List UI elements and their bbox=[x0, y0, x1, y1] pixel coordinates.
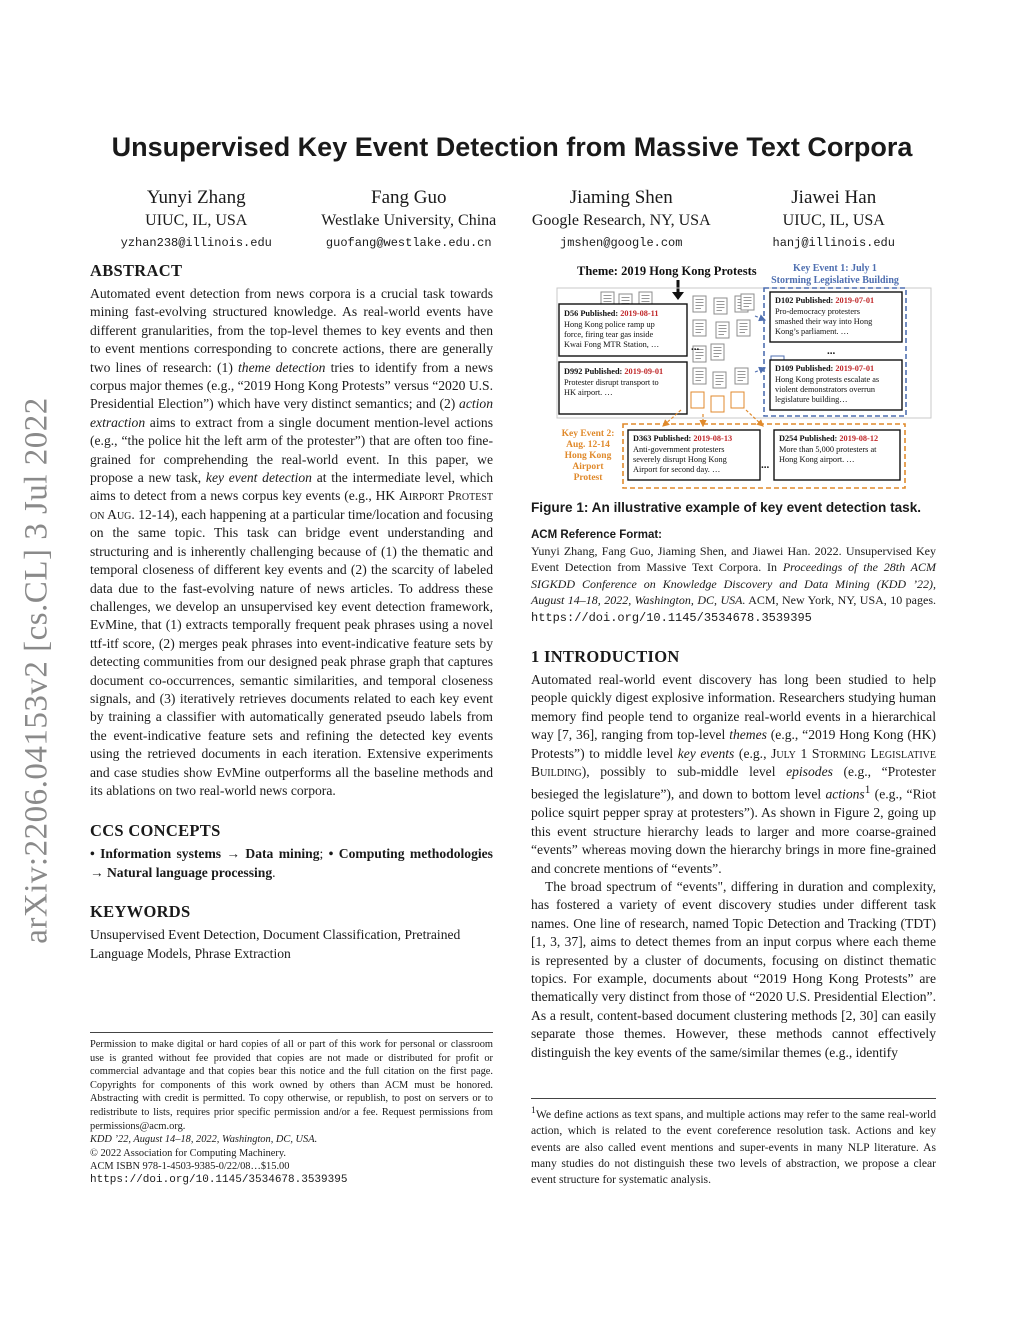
author-email: hanj@illinois.edu bbox=[772, 236, 895, 250]
doc-line: legislature building… bbox=[775, 395, 848, 404]
ccs-heading: CCS CONCEPTS bbox=[90, 821, 221, 841]
doc-line: Anti-government protesters bbox=[633, 445, 725, 454]
intro-part: (e.g., bbox=[734, 745, 772, 761]
figure-1-caption: Figure 1: An illustrative example of key event detection task. bbox=[531, 500, 922, 515]
theme-arrowhead bbox=[672, 292, 684, 300]
doc-line: Kong’s parliament. … bbox=[775, 327, 849, 336]
intro-paragraph-2: The broad spectrum of “events", differing in duration and complexity, has fostered a variety of event discovery studies under different task names. One line of research, named Topic Detection and Tracking (TDT) [1, 3, 37], aims to detect themes from an input corpus where each theme is represented by a cluster of documents, focusing on distinct thematic topics. For example, documents about “2019 Hong Kong Protests” are thematically very distinct from those of “2020 U.S. Presidential Election”. As a result, content-based document clustering methods [2, 30] can easily separate those themes. However, these methods cannot effectively distinguish the key events of the same/similar themes (e.g., identify bbox=[531, 879, 936, 1060]
doc-icon bbox=[741, 294, 754, 310]
doc-card-header bbox=[779, 434, 878, 443]
footnote-marker[interactable]: 1 bbox=[864, 784, 871, 797]
intro-part: ), possibly to sub-middle level bbox=[581, 764, 787, 780]
author-name: Jiawei Han bbox=[791, 187, 877, 208]
doc-line: Hong Kong airport. … bbox=[779, 455, 855, 464]
permission-text: Permission to make digital or hard copies of all or part of this work for personal or classroom use is granted without fee provided that copies are not made or distributed for profit or commercial advantage and that copies bear this notice and the full citation on the first page. Copyrights for components of this work owned by others than ACM must be honored. Abstracting with credit is permitted. To copy otherwise, or republish, to post on servers or to redistribute to lists, requires prior specific permission and/or a fee. Request permissions from permissions@acm.org. bbox=[90, 1039, 493, 1132]
abstract-emphasis: theme detection bbox=[238, 359, 326, 375]
ccs-text bbox=[90, 845, 493, 882]
doc-line: violent demonstrators overrun bbox=[775, 385, 876, 394]
intro-paragraph-1 bbox=[531, 671, 936, 878]
doc-date: 2019-08-13 bbox=[693, 434, 733, 443]
doc-line: Pro-democracy protesters bbox=[775, 307, 861, 316]
keywords-heading: KEYWORDS bbox=[90, 902, 191, 922]
footnote-1 bbox=[531, 1098, 936, 1189]
doc-line: smashed their way into Hong bbox=[775, 317, 873, 326]
acm-ref-tail: ACM, New York, NY, USA, 10 pages. bbox=[745, 593, 937, 608]
abstract-text bbox=[90, 285, 493, 800]
doc-line: Hong Kong police ramp up bbox=[564, 320, 655, 329]
doc-card-d254 bbox=[774, 430, 900, 480]
ccs-separator: ; bbox=[319, 846, 329, 862]
author-email: yzhan238@illinois.edu bbox=[120, 236, 272, 250]
orange-doc-icon bbox=[691, 392, 704, 408]
abstract-heading: ABSTRACT bbox=[90, 261, 183, 280]
author-name: Yunyi Zhang bbox=[146, 187, 246, 208]
key-event-2-line: Aug. 12-14 bbox=[566, 440, 610, 450]
doc-card-d109 bbox=[770, 360, 902, 410]
doc-line: HK airport. … bbox=[564, 388, 613, 397]
doc-line: force, firing tear gas inside bbox=[564, 330, 654, 339]
author-email: guofang@westlake.edu.cn bbox=[325, 236, 492, 250]
doc-id: D363 Published: bbox=[633, 434, 694, 443]
doc-card-header bbox=[633, 434, 732, 443]
acm-reference-heading: ACM Reference Format: bbox=[531, 529, 662, 541]
doc-icon bbox=[693, 368, 706, 384]
key-event-1-label-line2: Storming Legislative Building bbox=[771, 275, 899, 286]
left-column bbox=[90, 260, 493, 963]
permission-footnote bbox=[90, 1032, 493, 1188]
arxiv-side-stamp bbox=[14, 380, 60, 960]
ccs-concept: • Computing methodologies → Natural language processing bbox=[90, 846, 493, 880]
keywords-text: Unsupervised Event Detection, Document Classification, Pretrained Language Models, Phrase Extraction bbox=[90, 927, 461, 961]
intro-emphasis: key events bbox=[677, 745, 735, 761]
intro-part: Automated real-world event discovery has long been studied to help people quickly digest explosive information. Researchers studying human memory find people tend to organize real-world events in a hierarchical way [7, 36], ranging from top-level bbox=[531, 672, 936, 743]
doc-id: D109 Published: bbox=[775, 364, 836, 373]
acm-reference-text bbox=[531, 543, 936, 626]
abstract-part: 12-14), each happening at a particular time/location and focusing on the same topic. This task can bridge event understanding and structuring and is inherently challenging because of (1) the thematic and temporal closeness of different key events and (2) the scarcity of labeled data due to the fast-evolving nature of news articles. To address these challenges, we develop an unsupervised key event detection framework, EvMine, that (1) extracts temporally frequent peak phrases using a novel ttf-itf score, (2) merges peak phrases into event-indicative feature sets by detecting communities from our designed peak phrase graph that captures document co-occurrences, semantic similarities, and temporal closeness signals, and (3) iteratively retrieves documents related to each key event by training a classifier with automatically generated pseudo labels from the event-indicative feature sets and refining the detected key events using the retrieved documents in each iteration. Extensive experiments and case studies show EvMine outperforms all the baseline methods and its ablations on two real-world news corpora. bbox=[90, 506, 493, 798]
doc-icon bbox=[693, 320, 706, 336]
intro-emphasis: episodes bbox=[786, 764, 833, 780]
ccs-end: . bbox=[272, 864, 276, 880]
arxiv-id: arXiv:2206.04153v2 [cs.CL] 3 Jul 2022 bbox=[18, 396, 55, 944]
key-event-2-label bbox=[562, 429, 615, 483]
acm-ref-authors: Yunyi Zhang, Fang Guo, Jiaming Shen, and Jiawei Han. 2022. Unsupervised Key Event Detection from Massive Text Corpora. In bbox=[531, 544, 936, 575]
doc-card-d363 bbox=[628, 430, 760, 480]
conference-line: KDD ’22, August 14–18, 2022, Washington, DC, USA. bbox=[90, 1134, 318, 1146]
acm-reference bbox=[531, 529, 936, 626]
figure-theme-label: Theme: 2019 Hong Kong Protests bbox=[577, 264, 757, 278]
intro-smallcaps: July 1 Storming Legislative Building bbox=[531, 745, 936, 780]
footnote-1-mark: 1 bbox=[531, 1105, 536, 1116]
doc-card-header bbox=[564, 309, 659, 318]
author-name: Fang Guo bbox=[371, 187, 447, 208]
doc-line: Hong Kong protests escalate as bbox=[775, 375, 880, 384]
intro-part: (e.g., “Protester besieged the legislature”), and down to bottom level bbox=[531, 764, 936, 802]
doc-id: D102 Published: bbox=[775, 296, 836, 305]
ellipsis: ... bbox=[761, 459, 770, 471]
doc-icon bbox=[713, 372, 726, 388]
abstract-emphasis: key event detection bbox=[205, 470, 312, 486]
author-affiliation: Google Research, NY, USA bbox=[531, 212, 711, 229]
ccs-concept: • Information systems → Data mining bbox=[90, 846, 320, 862]
author-3 bbox=[515, 186, 728, 253]
doc-date: 2019-09-01 bbox=[624, 367, 664, 376]
doc-icon bbox=[737, 320, 750, 336]
doc-icon bbox=[735, 368, 748, 384]
key-event-2-line: Hong Kong bbox=[564, 451, 612, 461]
author-list bbox=[90, 186, 940, 253]
doc-line: Protester disrupt transport to bbox=[564, 378, 659, 387]
doc-line: More than 5,000 protesters at bbox=[779, 445, 877, 454]
figure-1 bbox=[531, 260, 936, 492]
doc-card-d992 bbox=[559, 362, 687, 414]
doc-date: 2019-07-01 bbox=[835, 364, 875, 373]
key-event-2-line: Protest bbox=[573, 473, 603, 483]
doc-icon bbox=[693, 296, 706, 312]
right-column bbox=[531, 260, 936, 1062]
author-2 bbox=[303, 186, 516, 253]
author-4 bbox=[728, 186, 941, 253]
doc-icon bbox=[716, 322, 729, 338]
introduction-heading: 1 INTRODUCTION bbox=[531, 647, 680, 667]
orange-doc-icon bbox=[711, 396, 724, 412]
paper-title: Unsupervised Key Event Detection from Massive Text Corpora bbox=[111, 132, 913, 162]
doc-card-header bbox=[564, 367, 663, 376]
doc-date: 2019-08-11 bbox=[620, 309, 659, 318]
doc-id: D254 Published: bbox=[779, 434, 840, 443]
key-event-1-label-line1: Key Event 1: July 1 bbox=[793, 263, 877, 274]
footnote-1-text: We define actions as text spans, and multiple actions may refer to the same real-world action, which is related to the event coreference resolution task. Actions and key events are also called event mentions and super-events in many NLP literature. As many studies do not distinguish these two levels of abstraction, we propose a clear event structure for systematic analysis. bbox=[531, 1107, 936, 1187]
author-email: jmshen@google.com bbox=[560, 236, 683, 250]
acm-ref-doi-link[interactable]: https://doi.org/10.1145/3534678.3539395 bbox=[531, 610, 812, 625]
doc-date: 2019-08-12 bbox=[839, 434, 879, 443]
orange-doc-icon bbox=[731, 392, 744, 408]
abstract-part: tries to identify from a news corpus major themes (e.g., “2019 Hong Kong Protests” versus “2020 U.S. Presidential Election”) which have very distinct semantics; and (2) bbox=[90, 359, 493, 412]
intro-emphasis: actions bbox=[825, 787, 865, 802]
author-1 bbox=[90, 186, 303, 253]
abstract-part: at the intermediate level, which aims to detect from a news corpus key events (e.g., HK bbox=[90, 470, 493, 504]
intro-part: (e.g., “2019 Hong Kong (HK) Protests”) to middle level bbox=[531, 727, 937, 761]
abstract-smallcaps: Airport Protest on Aug. bbox=[90, 488, 493, 522]
doc-icon bbox=[714, 298, 727, 314]
doc-icon bbox=[711, 344, 724, 360]
author-name: Jiaming Shen bbox=[569, 187, 673, 208]
key-event-2-line: Key Event 2: bbox=[561, 429, 615, 439]
acm-ref-venue: Proceedings of the 28th ACM SIGKDD Conference on Knowledge Discovery and Data Mining (KDD ’22), August 14–18, 2022, Washington, DC, USA. bbox=[531, 560, 936, 608]
abstract-part: Automated event detection from news corpora is a crucial task towards mining fast-evolving structured knowledge. As real-world events have different granularities, from the top-level themes to key events and then to event mentions corresponding to concrete actions, there are generally two lines of research: (1) bbox=[90, 286, 493, 375]
doi-link[interactable]: https://doi.org/10.1145/3534678.3539395 bbox=[90, 1173, 348, 1186]
figure-1-diagram bbox=[531, 260, 936, 492]
doc-card-header bbox=[775, 364, 874, 373]
key-event-2-line: Airport bbox=[572, 462, 604, 472]
doc-line: Airport for second day. … bbox=[633, 465, 721, 474]
author-affiliation: UIUC, IL, USA bbox=[145, 212, 248, 229]
doc-id: D56 Published: bbox=[564, 309, 621, 318]
isbn-line: ACM ISBN 978-1-4503-9385-0/22/08…$15.00 bbox=[90, 1161, 290, 1173]
intro-part: (e.g., “Riot police squirt pepper spray at protesters”). As shown in Figure 2, going up this event structure hierarchy leads to larger and more coarse-grained “events” whereas moving down the hierarchy brings in more fine-grained and concrete mentions of “events”. bbox=[531, 787, 936, 876]
key-event-2-icons bbox=[691, 392, 744, 412]
intro-emphasis: themes bbox=[729, 727, 767, 743]
ellipsis: ... bbox=[691, 341, 700, 353]
abstract-part: aims to extract from a single document mention-level actions (e.g., “the police hit the left arm of the protester”) that are often too fine-grained for comprehending the real-world event. In this paper, we propose a new task, bbox=[90, 414, 493, 486]
doc-card-header bbox=[775, 296, 874, 305]
abstract-emphasis: action extraction bbox=[90, 396, 493, 430]
author-affiliation: Westlake University, China bbox=[321, 212, 497, 229]
doc-id: D992 Published: bbox=[564, 367, 625, 376]
doc-card-d56 bbox=[559, 304, 687, 356]
ellipsis: ... bbox=[827, 345, 836, 357]
copyright-line: © 2022 Association for Computing Machinery. bbox=[90, 1147, 286, 1159]
doc-line: Kwai Fong MTR Station, … bbox=[564, 340, 660, 349]
author-affiliation: UIUC, IL, USA bbox=[782, 212, 885, 229]
doc-line: severely disrupt Hong Kong bbox=[633, 455, 727, 464]
doc-card-d102 bbox=[770, 292, 902, 342]
doc-date: 2019-07-01 bbox=[835, 296, 875, 305]
